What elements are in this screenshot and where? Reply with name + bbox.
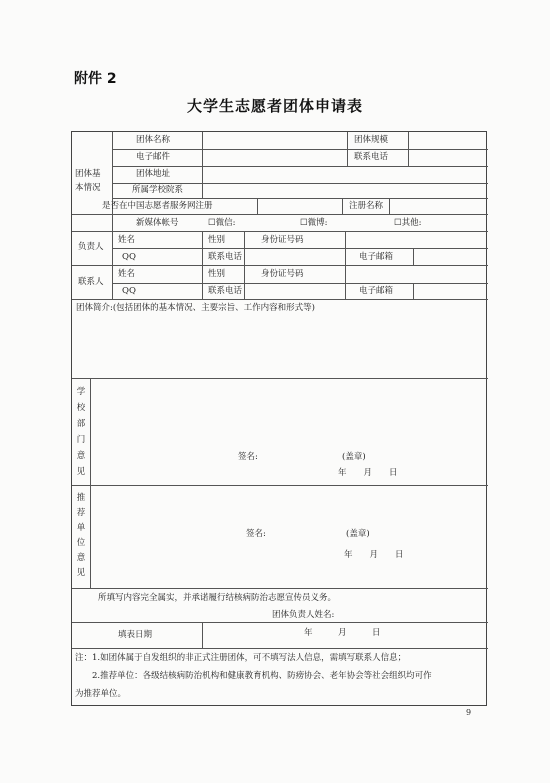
group-size-label: 团体规模 [354,135,389,145]
rule [202,166,203,198]
rule [342,198,343,214]
contact-phone-label: 联系电话 [208,286,243,296]
leader-email-label: 电子邮箱 [359,252,394,262]
leader-gender-label: 性别 [208,235,226,245]
rule [413,248,414,265]
contact-id-label: 身份证号码 [261,269,304,279]
email-label: 电子邮件 [136,152,171,162]
rule [202,132,203,166]
application-form [71,131,487,706]
section-label-basic: 团体基本情况 [75,169,101,193]
form-title: 大学生志愿者团体申请表 [186,97,363,115]
rule [112,183,488,184]
rule [72,485,488,486]
fill-date-label: 填表日期 [118,630,153,640]
rule [112,198,488,199]
leader-id-label: 身份证号码 [261,235,304,245]
rule [202,231,203,299]
phone-label: 联系电话 [354,152,389,162]
intro-label: 团体简介:(包括团体的基本情况、主要宗旨、工作内容和形式等) [76,303,315,313]
contact-gender-label: 性别 [208,269,226,279]
rule [112,248,488,249]
note-line-1: 注：1.如团体属于自发组织的非正式注册团体，可不填写法人信息，需填写联系人信息； [75,653,407,663]
annex-label: 附件 2 [74,71,117,87]
rule [72,299,488,300]
leader-qq-label: QQ [122,252,136,262]
note-line-3: 为推荐单位。 [75,689,127,699]
recommend-opinion-label: 推荐单位意见 [76,493,86,578]
rule [408,132,409,166]
note-line-2: 2.推荐单位：各级结核病防治机构和健康教育机构、防痨协会、老年协会等社会组织均可作 [75,671,432,681]
recommend-sign-label: 签名: [246,529,266,539]
rule [72,622,488,623]
school-date: 年 月 日 [338,468,398,478]
contact-email-label: 电子邮箱 [359,286,394,296]
recommend-seal-label: (盖章) [346,529,370,539]
rule [257,198,258,214]
registered-name-label: 注册名称 [349,201,384,211]
registered-question: 是否在中国志愿者服务网注册 [102,201,213,211]
leader-sign-label: 团体负责人姓名: [272,610,335,620]
rule [389,198,390,214]
group-name-label: 团体名称 [136,135,171,145]
section-label-contact: 联系人 [78,277,104,287]
rule [112,283,488,284]
weibo-checkbox[interactable]: ☐微博: [300,218,328,228]
rule [347,132,348,166]
section-label-leader: 负责人 [78,242,104,252]
rule [72,378,488,379]
leader-name-label: 姓名 [118,235,136,245]
college-label: 所属学校院系 [132,185,184,195]
pledge-text: 所填写内容完全属实，并承诺履行结核病防治志愿宣传员义务。 [98,593,337,603]
rule [345,231,346,299]
rule [112,149,488,150]
rule [72,265,488,266]
rule [202,622,203,648]
rule [72,214,488,215]
rule [90,378,91,588]
new-media-label: 新媒体帐号 [136,218,179,228]
page-number: 9 [466,708,472,717]
rule [72,588,488,589]
rule [244,231,245,299]
address-label: 团体地址 [136,169,171,179]
wechat-checkbox[interactable]: ☐微信: [208,218,236,228]
school-seal-label: (盖章) [342,452,366,462]
rule [112,166,488,167]
school-opinion-label: 学校部门意见 [76,387,86,477]
fill-date-value: 年 月 日 [304,628,381,638]
rule [112,132,113,299]
rule [72,231,488,232]
recommend-date: 年 月 日 [344,550,404,560]
other-checkbox[interactable]: ☐其他: [394,218,422,228]
leader-phone-label: 联系电话 [208,252,243,262]
contact-qq-label: QQ [122,286,136,296]
rule [72,648,488,649]
rule [413,283,414,299]
contact-name-label: 姓名 [118,269,136,279]
school-sign-label: 签名: [238,452,258,462]
